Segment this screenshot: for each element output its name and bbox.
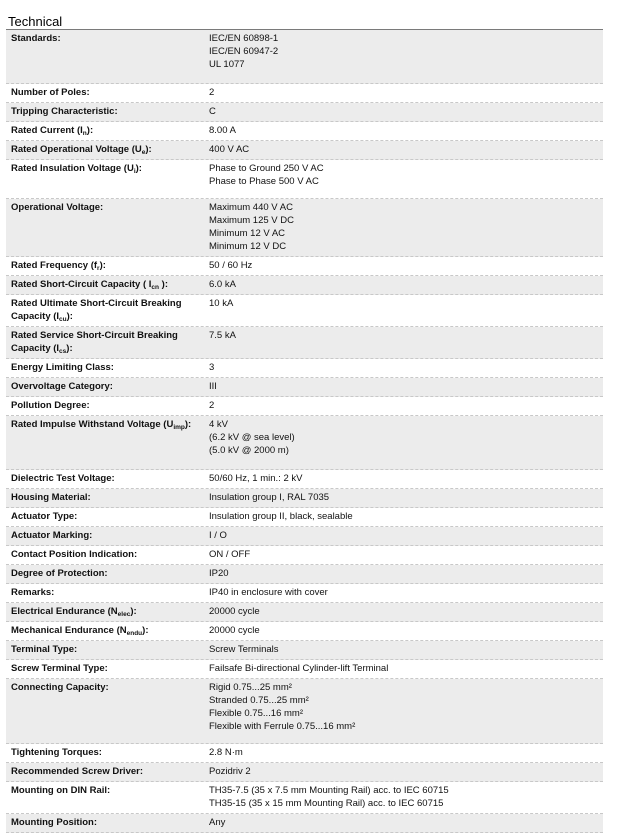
- spec-row: [6, 603, 603, 622]
- spec-label: Standards:: [11, 33, 61, 44]
- spec-value-line: III: [209, 381, 217, 392]
- spec-value-line: 50 / 60 Hz: [209, 260, 253, 271]
- spec-label: Rated Operational Voltage $(U_e)$:: [11, 144, 152, 156]
- spec-value-line: Screw Terminals: [209, 644, 279, 655]
- spec-label: Remarks:: [11, 587, 55, 598]
- spec-row: [6, 122, 603, 141]
- spec-label: Connecting Capacity:: [11, 682, 109, 693]
- spec-value-line: Phase to Phase 500 V AC: [209, 176, 319, 187]
- spec-value-line: UL 1077: [209, 59, 245, 70]
- spec-value-line: IEC/EN 60947-2: [209, 46, 279, 57]
- spec-value: [204, 765, 603, 778]
- spec-row: [6, 565, 603, 584]
- spec-label: Number of Poles:: [11, 87, 90, 98]
- spec-label: Dielectric Test Voltage:: [11, 473, 115, 484]
- spec-value: [204, 662, 603, 675]
- spec-value-line: Maximum 125 V DC: [209, 215, 294, 226]
- spec-value-line: Insulation group I, RAL 7035: [209, 492, 330, 503]
- spec-value: [204, 105, 603, 118]
- spec-value: [204, 418, 603, 466]
- spec-value: [204, 278, 603, 291]
- spec-row: [6, 744, 603, 763]
- spec-row: [6, 763, 603, 782]
- spec-label: Pollution Degree:: [11, 400, 90, 411]
- spec-row: [6, 527, 603, 546]
- spec-label: Energy Limiting Class:: [11, 362, 114, 373]
- technical-section: [6, 14, 603, 833]
- spec-row: [6, 327, 603, 359]
- spec-label: Rated Ultimate Short-Circuit Breaking Capacity $(I_{cu})$:: [11, 298, 182, 323]
- spec-value-line: Any: [209, 817, 226, 828]
- spec-value-line: 2.8 N·m: [209, 747, 243, 758]
- spec-value: [204, 529, 603, 542]
- spec-row: [6, 622, 603, 641]
- spec-value-line: 20000 cycle: [209, 625, 260, 636]
- spec-value-line: Minimum 12 V DC: [209, 241, 287, 252]
- spec-value-line: Phase to Ground 250 V AC: [209, 163, 324, 174]
- spec-value: [204, 399, 603, 412]
- spec-row: [6, 295, 603, 327]
- spec-label: Operational Voltage:: [11, 202, 104, 213]
- spec-value-line: IP40 in enclosure with cover: [209, 587, 328, 598]
- spec-value: [204, 162, 603, 195]
- spec-value: [204, 586, 603, 599]
- spec-label: Mounting on DIN Rail:: [11, 785, 111, 796]
- spec-value-line: TH35-15 (35 x 15 mm Mounting Rail) acc. to IEC 60715: [209, 798, 444, 809]
- spec-value: [204, 567, 603, 580]
- spec-label: Rated Short-Circuit Capacity ( $I_{cn}$ ):: [11, 279, 168, 291]
- spec-row: [6, 489, 603, 508]
- spec-value-line: C: [209, 106, 216, 117]
- spec-label: Actuator Marking:: [11, 530, 93, 541]
- spec-value-line: 2: [209, 87, 215, 98]
- spec-value: [204, 643, 603, 656]
- spec-value-line: Rigid 0.75...25 mm²: [209, 682, 292, 693]
- spec-value-line: Maximum 440 V AC: [209, 202, 293, 213]
- spec-row: [6, 508, 603, 527]
- spec-value: [204, 380, 603, 393]
- spec-row: [6, 470, 603, 489]
- spec-row: [6, 199, 603, 257]
- spec-value: [204, 297, 603, 323]
- spec-value-line: IP20: [209, 568, 229, 579]
- spec-row: [6, 814, 603, 833]
- spec-row: [6, 416, 603, 470]
- spec-label: Actuator Type:: [11, 511, 78, 522]
- spec-row: [6, 378, 603, 397]
- spec-row: [6, 782, 603, 814]
- spec-label: Overvoltage Category:: [11, 381, 113, 392]
- spec-value-line: 50/60 Hz, 1 min.: 2 kV: [209, 473, 303, 484]
- spec-value-line: 7.5 kA: [209, 330, 236, 341]
- spec-value-line: 3: [209, 362, 215, 373]
- spec-row: [6, 397, 603, 416]
- spec-row: [6, 276, 603, 295]
- spec-row: [6, 359, 603, 378]
- spec-label: Rated Current $(I_n)$:: [11, 125, 94, 137]
- spec-value-line: 6.0 kA: [209, 279, 236, 290]
- spec-value-line: 400 V AC: [209, 144, 250, 155]
- spec-label: Degree of Protection:: [11, 568, 108, 579]
- spec-label: Rated Insulation Voltage $(U_i)$:: [11, 163, 142, 175]
- spec-value: [204, 816, 603, 829]
- spec-value-line: 8.00 A: [209, 125, 236, 136]
- spec-value: [204, 681, 603, 740]
- spec-row: [6, 141, 603, 160]
- spec-value-line: Flexible 0.75...16 mm²: [209, 708, 303, 719]
- spec-value-line: (5.0 kV @ 2000 m): [209, 445, 289, 456]
- spec-value: [204, 472, 603, 485]
- spec-table: [6, 30, 603, 833]
- spec-value: [204, 624, 603, 637]
- spec-value-line: Stranded 0.75...25 mm²: [209, 695, 309, 706]
- spec-row: [6, 84, 603, 103]
- spec-value: [204, 329, 603, 355]
- spec-row: [6, 30, 603, 84]
- spec-row: [6, 584, 603, 603]
- spec-label: Tightening Torques:: [11, 747, 102, 758]
- spec-label: Mounting Position:: [11, 817, 98, 828]
- spec-label: Electrical Endurance $(N_{elec})$:: [11, 606, 137, 618]
- spec-value-line: 2: [209, 400, 215, 411]
- spec-value: [204, 86, 603, 99]
- spec-value-line: 10 kA: [209, 298, 234, 309]
- spec-row: [6, 641, 603, 660]
- spec-label: Rated Frequency $(f_r)$:: [11, 260, 106, 272]
- spec-row: [6, 660, 603, 679]
- spec-value-line: Minimum 12 V AC: [209, 228, 286, 239]
- spec-label: Contact Position Indication:: [11, 549, 138, 560]
- spec-value-line: 4 kV: [209, 419, 229, 430]
- spec-value-line: I / O: [209, 530, 227, 541]
- spec-value-line: Pozidriv 2: [209, 766, 251, 777]
- spec-label: Housing Material:: [11, 492, 91, 503]
- spec-row: [6, 257, 603, 276]
- spec-value-line: ON / OFF: [209, 549, 251, 560]
- spec-value-line: IEC/EN 60898-1: [209, 33, 279, 44]
- spec-value-line: TH35-7.5 (35 x 7.5 mm Mounting Rail) acc. to IEC 60715: [209, 785, 449, 796]
- spec-value-line: Flexible with Ferrule 0.75...16 mm²: [209, 721, 356, 732]
- spec-value: [204, 510, 603, 523]
- spec-value: [204, 746, 603, 759]
- spec-label: Screw Terminal Type:: [11, 663, 108, 674]
- spec-label: Tripping Characteristic:: [11, 106, 118, 117]
- spec-value-line: Failsafe Bi-directional Cylinder-lift Terminal: [209, 663, 389, 674]
- spec-row: [6, 679, 603, 744]
- spec-row: [6, 160, 603, 199]
- spec-label: Recommended Screw Driver:: [11, 766, 143, 777]
- spec-value-line: 20000 cycle: [209, 606, 260, 617]
- spec-row: [6, 103, 603, 122]
- spec-label: Terminal Type:: [11, 644, 78, 655]
- spec-value: [204, 259, 603, 272]
- spec-value: [204, 361, 603, 374]
- spec-label: Mechanical Endurance $(N_{endu})$:: [11, 625, 149, 637]
- spec-value: [204, 143, 603, 156]
- spec-value: [204, 124, 603, 137]
- spec-label: Rated Service Short-Circuit Breaking Capacity $(I_{cs})$:: [11, 330, 178, 355]
- spec-value-line: (6.2 kV @ sea level): [209, 432, 295, 443]
- spec-value: [204, 32, 603, 80]
- spec-value: [204, 784, 603, 810]
- spec-value-line: Insulation group II, black, sealable: [209, 511, 353, 522]
- spec-value: [204, 548, 603, 561]
- section-title: Technical: [6, 14, 603, 30]
- spec-value: [204, 201, 603, 253]
- spec-value: [204, 605, 603, 618]
- spec-value: [204, 491, 603, 504]
- spec-label: Rated Impulse Withstand Voltage $(U_{imp})$:: [11, 419, 192, 431]
- spec-row: [6, 546, 603, 565]
